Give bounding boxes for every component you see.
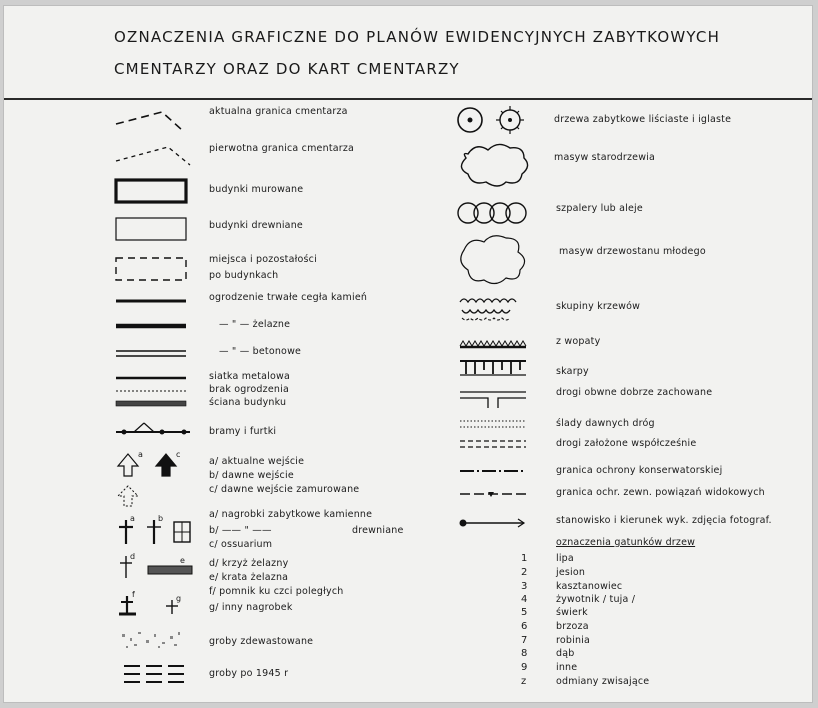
species-header: oznaczenia gatunków drzew [556, 537, 696, 548]
species-name: dąb [556, 648, 575, 659]
grille-letter-e: e [180, 556, 186, 565]
label-grille-iron: e/ krata żelazna [209, 572, 289, 583]
legend-sheet [4, 6, 812, 702]
label-gates: bramy i furtki [209, 426, 277, 437]
label-tomb-stone: a/ nagrobki zabytkowe kamienne [209, 509, 373, 520]
label-boundary-current: aktualna granica cmentarza [209, 106, 348, 117]
species-name: kasztanowiec [556, 581, 623, 592]
other-letter-g: g [176, 594, 182, 603]
monument-letter-f: f [132, 590, 136, 599]
label-photo-point: stanowisko i kierunek wyk. zdjęcia fotograf. [556, 515, 772, 526]
species-number: 9 [521, 662, 528, 673]
fence-iron-symbol [114, 321, 189, 331]
label-shrub-groups: skupiny krzewów [556, 301, 641, 312]
shrub-groups-symbol [456, 292, 531, 326]
label-boundary-original: pierwotna granica cmentarza [209, 143, 355, 154]
species-name: lipa [556, 553, 574, 564]
tombstone-letter-b: b [158, 514, 164, 523]
species-number: 4 [521, 594, 528, 605]
old-stand-symbol [454, 140, 534, 190]
label-roads-preserved: drogi obwne dobrze zachowane [556, 387, 713, 398]
legend-title-line-2: CMENTARZY ORAZ DO KART CMENTARZY [114, 60, 460, 78]
label-roads-modern: drogi założone współcześnie [556, 438, 697, 449]
label-remains-1: miejsca i pozostałości [209, 254, 317, 265]
entrance-symbols [116, 452, 196, 480]
species-number: 1 [521, 553, 528, 564]
species-number: z [521, 676, 527, 687]
entrance-letter-c: c [176, 450, 181, 459]
label-brick-buildings: budynki murowane [209, 184, 304, 195]
wooden-building-symbol [114, 214, 189, 244]
roads-modern-symbol [458, 438, 530, 450]
cross-letter-d: d [130, 552, 136, 561]
label-protection-boundary: granica ochrony konserwatorskiej [556, 465, 723, 476]
species-name: robinia [556, 635, 591, 646]
header-divider [4, 98, 812, 100]
roads-preserved-symbol [458, 386, 530, 410]
label-escarpments: skarpy [556, 366, 589, 377]
label-graves-post1945: groby po 1945 r [209, 668, 289, 679]
label-building-wall: ściana budynku [209, 397, 287, 408]
species-name: świerk [556, 607, 588, 618]
photo-point-symbol [458, 516, 530, 530]
brick-building-symbol [114, 176, 189, 206]
species-number: 8 [521, 648, 528, 659]
species-name: odmiany zwisające [556, 676, 650, 687]
fence-concrete-symbol [114, 348, 189, 360]
graves-devastated-symbol [118, 628, 193, 652]
gates-symbol [114, 420, 194, 440]
fence-mesh-symbol [114, 373, 189, 383]
label-tomb-wood-suffix: drewniane [352, 525, 404, 536]
boundary-original-symbol [114, 139, 194, 169]
label-entrance-walled: c/ dawne wejście zamurowane [209, 484, 360, 495]
building-remains-symbol [114, 254, 189, 284]
label-view-boundary: granica ochr. zewn. powiązań widokowych [556, 487, 765, 498]
label-trees-historic: drzewa zabytkowe liściaste i iglaste [554, 114, 732, 125]
label-slopes: z wopaty [556, 336, 601, 347]
label-entrance-current: a/ aktualne wejście [209, 456, 305, 467]
entrance-former-symbol [116, 484, 146, 508]
label-cross-iron: d/ krzyż żelazny [209, 558, 289, 569]
label-monument-fallen: f/ pomnik ku czci poległych [209, 586, 344, 597]
species-number: 3 [521, 581, 528, 592]
label-young-stand: masyw drzewostanu młodego [559, 246, 706, 257]
species-number: 5 [521, 607, 528, 618]
label-graves-devastated: groby zdewastowane [209, 636, 314, 647]
label-fence-concrete: — " — betonowe [219, 346, 302, 357]
fence-permanent-symbol [114, 296, 189, 306]
label-roads-traces: ślady dawnych dróg [556, 418, 655, 429]
label-remains-2: po budynkach [209, 270, 279, 281]
historic-trees-symbol [456, 102, 536, 138]
legend-title-line-1: OZNACZENIA GRAFICZNE DO PLANÓW EWIDENCYJNYCH ZABYTKOWYCH [114, 28, 721, 46]
species-name: jesion [556, 567, 586, 578]
label-tomb-ossuary: c/ ossuarium [209, 539, 273, 550]
label-tomb-wood-prefix: b/ —— " —— [209, 525, 272, 536]
view-boundary-symbol [458, 488, 530, 500]
building-wall-symbol [114, 399, 189, 409]
label-fence-permanent: ogrodzenie trwałe cegła kamień [209, 292, 368, 303]
label-fence-iron: — " — żelazne [219, 319, 291, 330]
label-other-tomb: g/ inny nagrobek [209, 602, 293, 613]
no-fence-symbol [114, 387, 189, 395]
tombstone-letter-a: a [130, 514, 136, 523]
graves-post1945-symbol [122, 662, 192, 688]
label-rows-alleys: szpalery lub aleje [556, 203, 643, 214]
label-old-stand: masyw starodrzewia [554, 152, 656, 163]
boundary-current-symbol [114, 104, 184, 134]
label-entrance-former: b/ dawne wejście [209, 470, 294, 481]
roads-traces-symbol [458, 418, 530, 430]
monument-symbols [118, 592, 198, 620]
label-wooden-buildings: budynki drewniane [209, 220, 303, 231]
species-number: 2 [521, 567, 528, 578]
species-name: inne [556, 662, 578, 673]
label-fence-mesh: siatka metalowa [209, 371, 290, 382]
species-number: 6 [521, 621, 528, 632]
young-stand-symbol [452, 234, 532, 286]
escarpments-symbol [458, 358, 530, 378]
rows-alleys-symbol [454, 198, 534, 228]
entrance-letter-a: a [138, 450, 144, 459]
species-name: żywotnik / tuja / [556, 594, 636, 605]
slopes-symbol [458, 338, 530, 352]
protection-boundary-symbol [458, 466, 530, 476]
label-no-fence: brak ogrodzenia [209, 384, 289, 395]
species-number: 7 [521, 635, 528, 646]
species-name: brzoza [556, 621, 589, 632]
